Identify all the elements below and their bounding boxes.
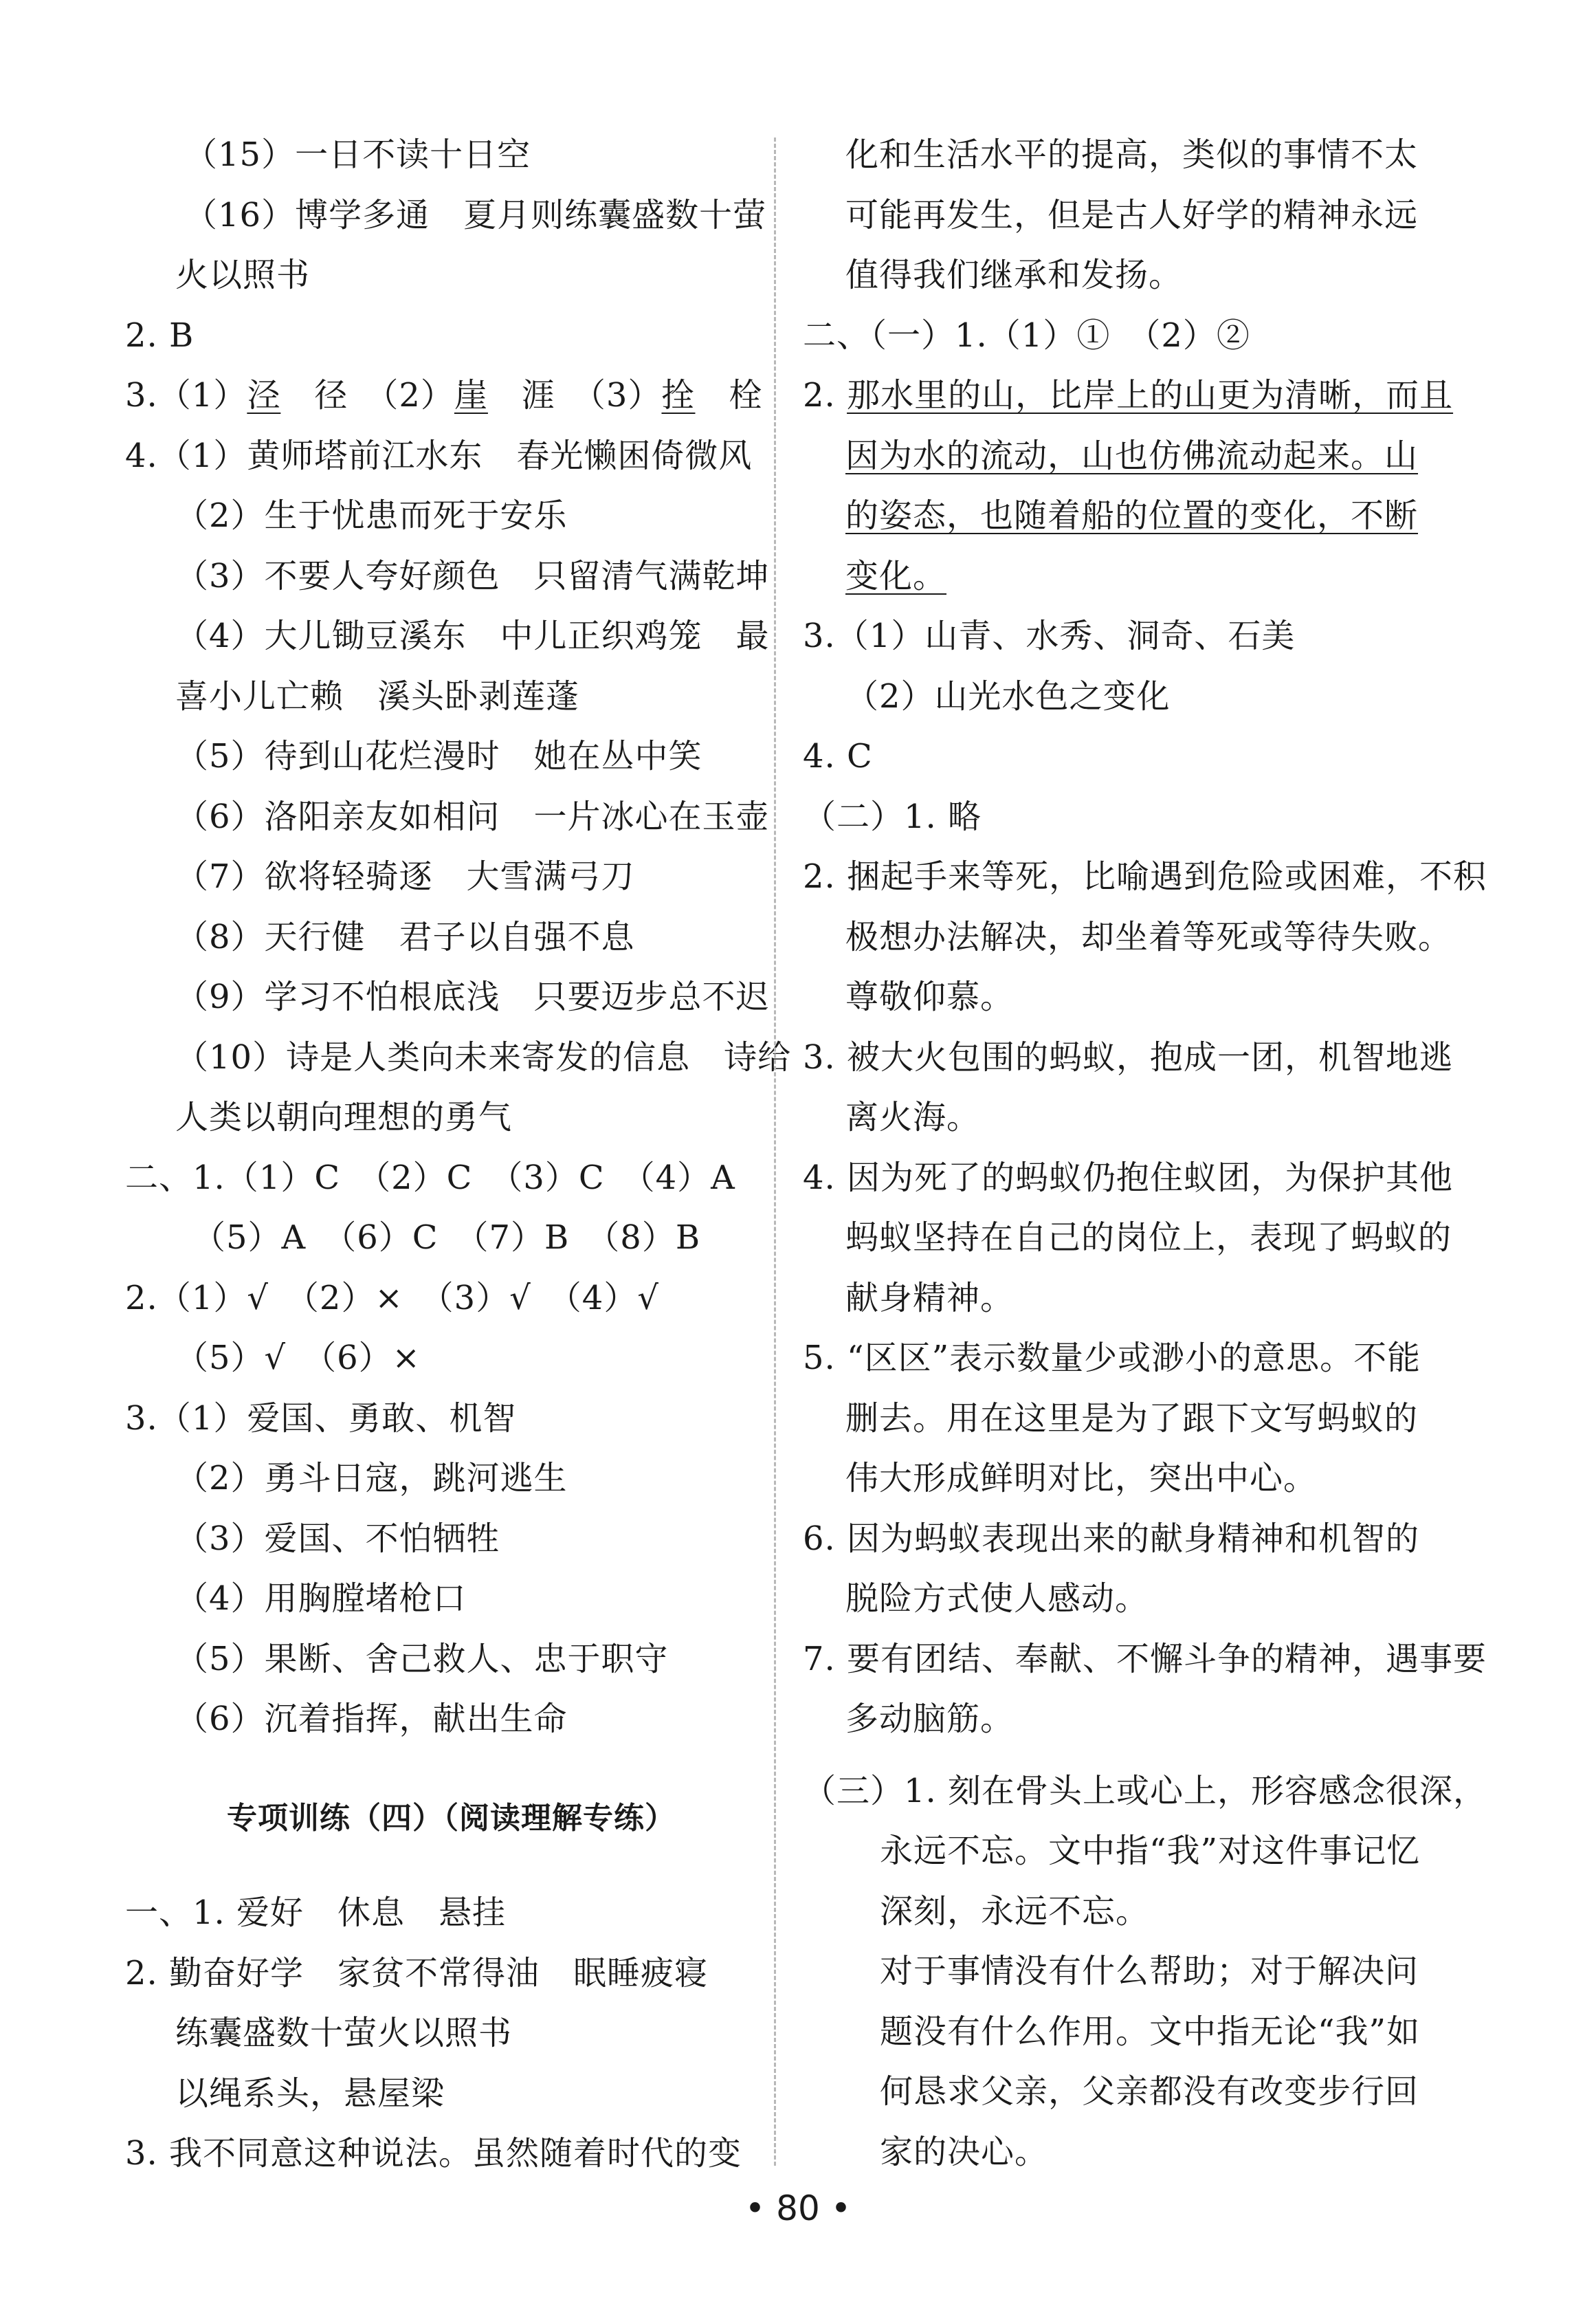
answer-line: （4）大儿锄豆溪东 中儿正织鸡笼 最 <box>175 617 770 655</box>
answer-line: （10）诗是人类向未来寄发的信息 诗给 <box>175 1038 792 1077</box>
answer-line: 2. B <box>125 316 195 355</box>
answer-line: 何恳求父亲，父亲都没有改变步行回 <box>880 2072 1419 2111</box>
answer-line: 二、（一）1.（1）① （2）② <box>803 316 1250 355</box>
answer-line: 3.（1）爱国、勇敢、机智 <box>125 1399 517 1438</box>
answer-line: 题没有什么作用。文中指无论“我”如 <box>880 2012 1421 2051</box>
answer-line: 多动脑筋。 <box>845 1700 1015 1738</box>
answer-line: 值得我们继承和发扬。 <box>845 256 1183 294</box>
answer-line: （7）欲将轻骑逐 大雪满弓刀 <box>175 857 635 896</box>
answer-line: 2. 捆起手来等死，比喻遇到危险或困难，不积 <box>803 857 1487 896</box>
page-number: • 80 • <box>744 2188 852 2228</box>
answer-line: （5）A （6）C （7）B （8）B <box>192 1218 701 1257</box>
answer-line: 3. 我不同意这种说法。虽然随着时代的变 <box>125 2134 742 2173</box>
answer-line: （15）一日不读十日空 <box>184 135 531 174</box>
answer-line: 极想办法解决，却坐着等死或等待失败。 <box>845 918 1452 956</box>
answer-line: （3）爱国、不怕牺牲 <box>175 1519 500 1558</box>
answer-line: 永远不忘。文中指“我”对这件事记忆 <box>880 1832 1421 1870</box>
answer-line: 7. 要有团结、奉献、不懈斗争的精神，遇事要 <box>803 1640 1487 1678</box>
answer-line: 对于事情没有什么帮助；对于解决问 <box>880 1952 1419 1990</box>
answer-line: （5）√ （6）× <box>175 1339 421 1377</box>
answer-line: 火以照书 <box>175 256 311 294</box>
answer-line: 二、1.（1）C （2）C （3）C （4）A <box>125 1159 735 1197</box>
answer-line: 3.（1）山青、水秀、洞奇、石美 <box>803 617 1296 655</box>
answer-line: 献身精神。 <box>845 1279 1015 1317</box>
answer-line: 6. 因为蚂蚁表现出来的献身精神和机智的 <box>803 1519 1420 1558</box>
answer-line: （5）待到山花烂漫时 她在丛中笑 <box>175 737 702 776</box>
answer-line: 深刻，永远不忘。 <box>880 1892 1150 1931</box>
answer-line: （8）天行健 君子以自强不息 <box>175 918 635 956</box>
answer-line: 4.（1）黄师塔前江水东 春光懒困倚微风 <box>125 437 753 475</box>
answer-line: （二）1. 略 <box>803 798 982 836</box>
answer-line: （6）洛阳亲友如相问 一片冰心在玉壶 <box>175 798 770 836</box>
answer-line: 家的决心。 <box>880 2133 1049 2171</box>
answer-line: 一、1. 爱好 休息 悬挂 <box>125 1893 507 1932</box>
answer-line: （4）用胸膛堵枪口 <box>175 1579 467 1618</box>
answer-line-q2: 2. 那水里的山，比岸上的山更为清晰，而且 <box>803 376 1454 415</box>
answer-line-q3: 3.（1）泾 径 （2）崖 涯 （3）拴 栓 <box>125 376 763 415</box>
answer-line: 3. 被大火包围的蚂蚁，抱成一团，机智地逃 <box>803 1038 1454 1077</box>
answer-line: 伟大形成鲜明对比，突出中心。 <box>845 1459 1318 1497</box>
section-heading: 专项训练（四）（阅读理解专练） <box>227 1801 676 1836</box>
column-divider <box>774 138 776 2166</box>
answer-line: （2）勇斗日寇，跳河逃生 <box>175 1459 568 1497</box>
answer-line: 4. C <box>803 737 873 776</box>
answer-line: 因为水的流动，山也仿佛流动起来。山 <box>845 437 1419 475</box>
answer-line: 删去。用在这里是为了跟下文写蚂蚁的 <box>845 1399 1419 1438</box>
answer-line: 4. 因为死了的蚂蚁仍抱住蚁团，为保护其他 <box>803 1159 1454 1197</box>
answer-line: 化和生活水平的提高，类似的事情不太 <box>845 135 1419 174</box>
answer-line: （16）博学多通 夏月则练囊盛数十萤 <box>184 196 767 234</box>
answer-line: 2.（1）√ （2）× （3）√ （4）√ <box>125 1279 659 1317</box>
answer-line: 的姿态，也随着船的位置的变化，不断 <box>845 496 1419 535</box>
answer-line: （5）果断、舍己救人、忠于职守 <box>175 1640 669 1678</box>
answer-line: 可能再发生，但是古人好学的精神永远 <box>845 196 1419 234</box>
answer-line: 蚂蚁坚持在自己的岗位上，表现了蚂蚁的 <box>845 1218 1452 1257</box>
answer-line: （9）学习不怕根底浅 只要迈步总不迟 <box>175 978 770 1016</box>
answer-line: 练囊盛数十萤火以照书 <box>175 2014 513 2052</box>
answer-line: 尊敬仰慕。 <box>845 978 1015 1016</box>
answer-line: 离火海。 <box>845 1098 981 1136</box>
answer-line: （6）沉着指挥，献出生命 <box>175 1700 568 1738</box>
answer-line: 以绳系头，悬屋梁 <box>175 2074 445 2113</box>
answer-line: （2）生于忧患而死于安乐 <box>175 496 568 535</box>
answer-line: 2. 勤奋好学 家贫不常得油 眠睡疲寝 <box>125 1954 709 1992</box>
answer-line: 变化。 <box>845 557 947 595</box>
answer-line: 喜小儿亡赖 溪头卧剥莲蓬 <box>175 677 580 716</box>
answer-line: （三）1. 刻在骨头上或心上，形容感念很深， <box>803 1772 1487 1810</box>
answer-line: （3）不要人夸好颜色 只留清气满乾坤 <box>175 557 770 595</box>
answer-line: 人类以朝向理想的勇气 <box>175 1098 513 1136</box>
answer-line: 脱险方式使人感动。 <box>845 1579 1149 1618</box>
answer-line: 5. “区区”表示数量少或渺小的意思。不能 <box>803 1339 1421 1377</box>
answer-line: （2）山光水色之变化 <box>845 677 1171 716</box>
